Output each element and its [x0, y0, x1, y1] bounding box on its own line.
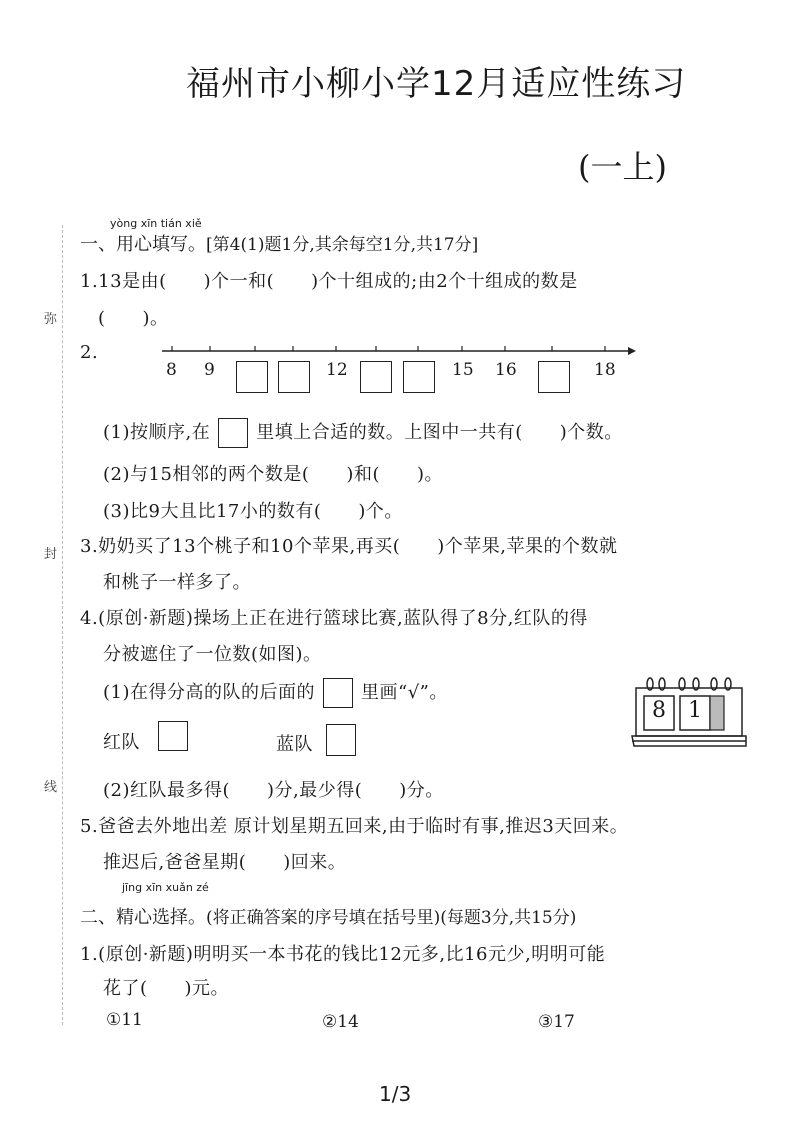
numberline-answer-box[interactable] — [236, 361, 268, 393]
scoreboard — [630, 674, 750, 754]
q3-line2: 和桃子一样多了。 — [103, 572, 251, 593]
numberline-label: 8 — [166, 360, 177, 380]
binding-margin — [62, 225, 63, 1025]
section1-pinyin: yòng xīn tián xiě — [110, 217, 202, 230]
scoreboard-digit-left: 8 — [652, 698, 666, 723]
numberline-label: 16 — [495, 360, 517, 380]
section1-title: 一、用心填写。 — [80, 234, 206, 255]
margin-label-mi: 弥 — [44, 312, 58, 327]
blue-team-label: 蓝队 — [276, 734, 313, 755]
numberline-label: 12 — [326, 360, 348, 380]
section2-heading — [80, 903, 576, 929]
option-3[interactable]: ③17 — [538, 1012, 575, 1032]
number-line-arrow — [628, 347, 636, 355]
section2-pinyin: jīng xīn xuǎn zé — [122, 881, 209, 894]
numberline-label: 15 — [452, 360, 474, 380]
q2-sub1-before: (1)按顺序,在 — [103, 422, 211, 443]
numberline-answer-box[interactable] — [278, 361, 310, 393]
inline-answer-box[interactable] — [218, 418, 248, 448]
q4-line2: 分被遮住了一位数(如图)。 — [103, 644, 322, 665]
q1-line1: 1.13是由( )个一和( )个十组成的;由2个十组成的数是 — [80, 271, 578, 292]
q5-line1: 5.爸爸去外地出差 原计划星期五回来,由于临时有事,推迟3天回来。 — [80, 816, 629, 837]
scoreboard-digit-right: 1 — [688, 698, 702, 723]
section2-note: (将正确答案的序号填在括号里)(每题3分,共15分) — [206, 908, 577, 928]
q4-sub1-after: 里画“√”。 — [361, 682, 448, 703]
margin-label-xian: 线 — [44, 780, 58, 795]
section2-title: 二、精心选择。 — [80, 907, 206, 928]
q4-line1: 4.(原创·新题)操场上正在进行篮球比赛,蓝队得了8分,红队的得 — [80, 608, 588, 629]
q2-sub2: (2)与15相邻的两个数是( )和( )。 — [103, 464, 443, 485]
margin-label-feng: 封 — [44, 547, 58, 562]
inline-answer-box[interactable] — [323, 678, 353, 708]
q3-line1: 3.奶奶买了13个桃子和10个苹果,再买( )个苹果,苹果的个数就 — [80, 536, 618, 557]
numberline-answer-box[interactable] — [360, 361, 392, 393]
page-title: 福州市小柳小学12月适应性练习 — [186, 64, 687, 104]
q4-sub1-before: (1)在得分高的队的后面的 — [103, 682, 315, 703]
option-2[interactable]: ②14 — [322, 1012, 359, 1032]
numberline-answer-box[interactable] — [538, 361, 570, 393]
option-1[interactable]: ①11 — [106, 1010, 143, 1030]
numberline-answer-box[interactable] — [403, 361, 435, 393]
section1-heading — [80, 230, 478, 256]
numberline-label: 18 — [594, 360, 616, 380]
s2q1-line1: 1.(原创·新题)明明买一本书花的钱比12元多,比16元少,明明可能 — [80, 944, 606, 965]
q2-sub1 — [103, 418, 623, 448]
q5-line2: 推迟后,爸爸星期( )回来。 — [103, 852, 347, 873]
q1-line2: ( )。 — [98, 308, 169, 329]
blue-team-answer-box[interactable] — [326, 724, 356, 756]
numberline-label: 9 — [204, 360, 215, 380]
q2-sub3: (3)比9大且比17小的数有( )个。 — [103, 501, 403, 522]
red-team-answer-box[interactable] — [158, 721, 188, 751]
red-team-label: 红队 — [103, 732, 140, 753]
grade-label: (一上) — [578, 148, 667, 186]
s2q1-line2: 花了( )元。 — [103, 978, 230, 999]
q2-sub1-after: 里填上合适的数。上图中一共有( )个数。 — [256, 422, 623, 443]
q2-number: 2. — [80, 342, 99, 363]
section1-score-note: [第4(1)题1分,其余每空1分,共17分] — [206, 235, 479, 255]
q4-sub1 — [103, 678, 448, 708]
q4-sub2: (2)红队最多得( )分,最少得( )分。 — [103, 780, 444, 801]
page-number: 1/3 — [379, 1082, 412, 1106]
